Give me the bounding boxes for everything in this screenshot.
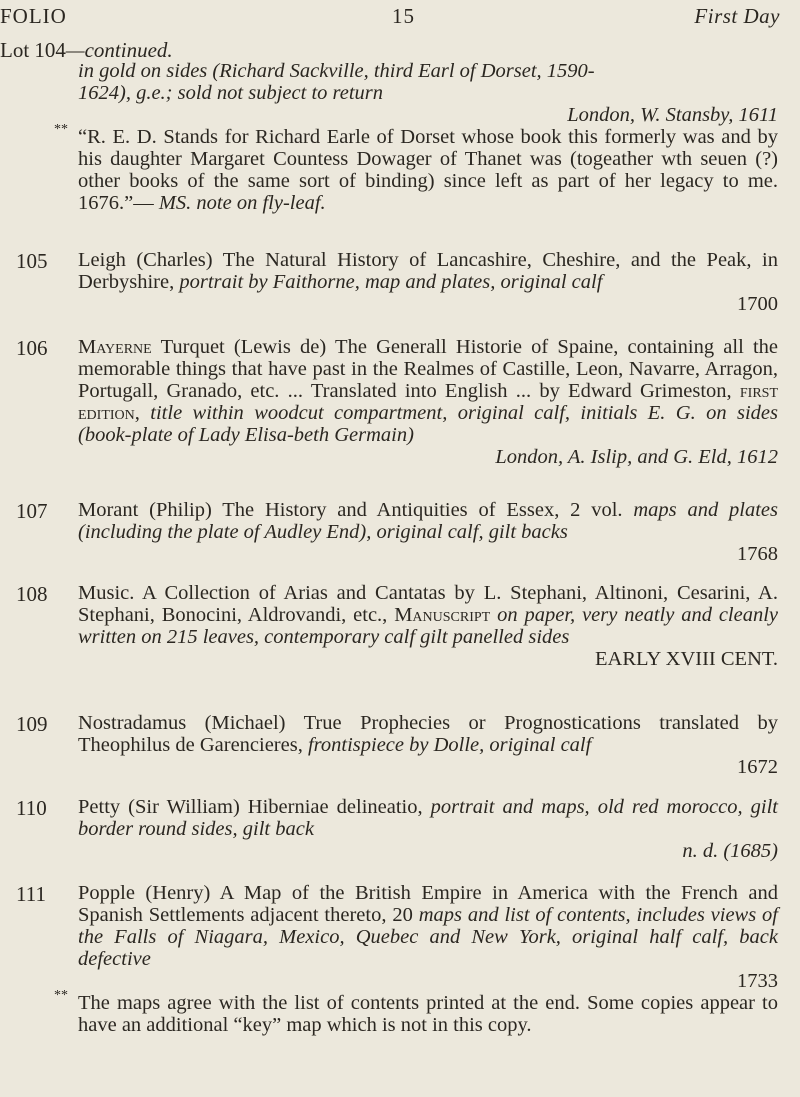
lot-manuscript: Manuscript [394, 604, 491, 626]
lot-date: n. d. (1685) [682, 840, 778, 862]
lot-description [54, 882, 779, 1036]
lot-title: Petty (Sir William) Hiberniae delineatio, [78, 796, 423, 818]
lot-date: 1672 [737, 756, 778, 778]
lot-date: 1700 [737, 293, 778, 315]
note-marker-icon: ** [54, 988, 68, 1003]
lot-title: Leigh (Charles) The Natural History of Lancashire, Cheshire, and the Peak, in Derbyshire, [78, 249, 778, 293]
lot-number: 110 [16, 796, 47, 820]
lot-date: EARLY XVIII CENT. [595, 648, 778, 670]
lot-date: 1768 [737, 543, 778, 565]
lot-104-body [54, 60, 778, 214]
lot-details: title within woodcut compartment, original calf, initials E. G. on sides (book-plate of Lady Elisa-beth Germain) [78, 402, 779, 446]
lot-104-line1: in gold on sides (Richard Sackville, third Earl of Dorset, 1590- [78, 60, 595, 82]
day-label: First Day [694, 4, 780, 28]
lot-details: portrait by Faithorne, map and plates, original calf [179, 271, 603, 293]
lot-title: Nostradamus (Michael) True Prophecies or Prognostications translated by Theophilus de Garencieres, [78, 712, 778, 756]
note-marker-icon: ** [54, 122, 68, 137]
lot-number: 106 [16, 336, 48, 360]
lot-description [78, 249, 778, 315]
lot-104-label: Lot 104 [0, 38, 66, 62]
lot-edition: first edition, [78, 380, 778, 424]
lot-date: London, A. Islip, and G. Eld, 1612 [495, 446, 778, 468]
lot-104-note-end: MS. note on fly-leaf. [158, 192, 326, 214]
continued-label: —continued. [65, 38, 173, 62]
lot-title: Turquet (Lewis de) The Generall Historie of Spaine, containing all the memorable things that have past in the Realmes of Castille, Leon, Navarre, Arragon, Portugall, Granado, etc. ... Translated into English ... by Edward Grimeston, [78, 336, 779, 402]
lot-description [78, 796, 778, 862]
lot-number: 107 [16, 499, 48, 523]
running-header [0, 0, 800, 30]
lot-description [78, 336, 778, 468]
lot-description [78, 582, 778, 670]
lot-number: 105 [16, 249, 48, 273]
lot-author: Mayerne [78, 336, 152, 358]
lot-title: Music. A Collection of Arias and Cantatas by L. Stephani, Altinoni, Cesarini, A. Stephani, Bonocini, Aldrovandi, etc., [78, 582, 778, 626]
page-number: 15 [392, 4, 415, 28]
folio-label: FOLIO [0, 4, 67, 28]
lot-details: portrait and maps, old red morocco, gilt border round sides, gilt back [78, 796, 778, 840]
lot-number: 111 [16, 882, 46, 906]
lot-111-note [54, 988, 778, 1036]
lot-description [78, 499, 778, 565]
lot-111-note-text: The maps agree with the list of contents printed at the end. Some copies appear to have an additional “key” map which is not in this copy. [78, 992, 778, 1036]
lot-details: on paper, very neatly and cleanly written on 215 leaves, contemporary calf gilt panelled sides [78, 604, 779, 648]
lot-number: 108 [16, 582, 48, 606]
lot-details: maps and plates (including the plate of Audley End), original calf, gilt backs [78, 499, 779, 543]
lot-date: 1733 [737, 970, 778, 992]
lot-104-note-text: “R. E. D. Stands for Richard Earle of Dorset whose book this formerly was and by his daughter Margaret Countess Dowager of Thanet was (togeather wth seuen (?) other books of the same sort of binding) since left as part of her legacy to me. 1676.”— [78, 126, 778, 214]
lot-title: Morant (Philip) The History and Antiquities of Essex, 2 vol. [78, 499, 623, 521]
lot-details: frontispiece by Dolle, original calf [307, 734, 592, 756]
lot-104-line2: 1624), g.e.; sold not subject to return [78, 82, 383, 104]
lot-title: Popple (Henry) A Map of the British Empire in America with the French and Spanish Settlements adjacent thereto, 20 [78, 882, 778, 926]
lot-number: 109 [16, 712, 48, 736]
lot-104-imprint: London, W. Stansby, 1611 [567, 104, 778, 126]
lot-details: maps and list of contents, includes views of the Falls of Niagara, Mexico, Quebec and New York, original half calf, back defective [78, 904, 779, 970]
lot-104-note [54, 122, 778, 214]
lot-description [78, 712, 778, 778]
